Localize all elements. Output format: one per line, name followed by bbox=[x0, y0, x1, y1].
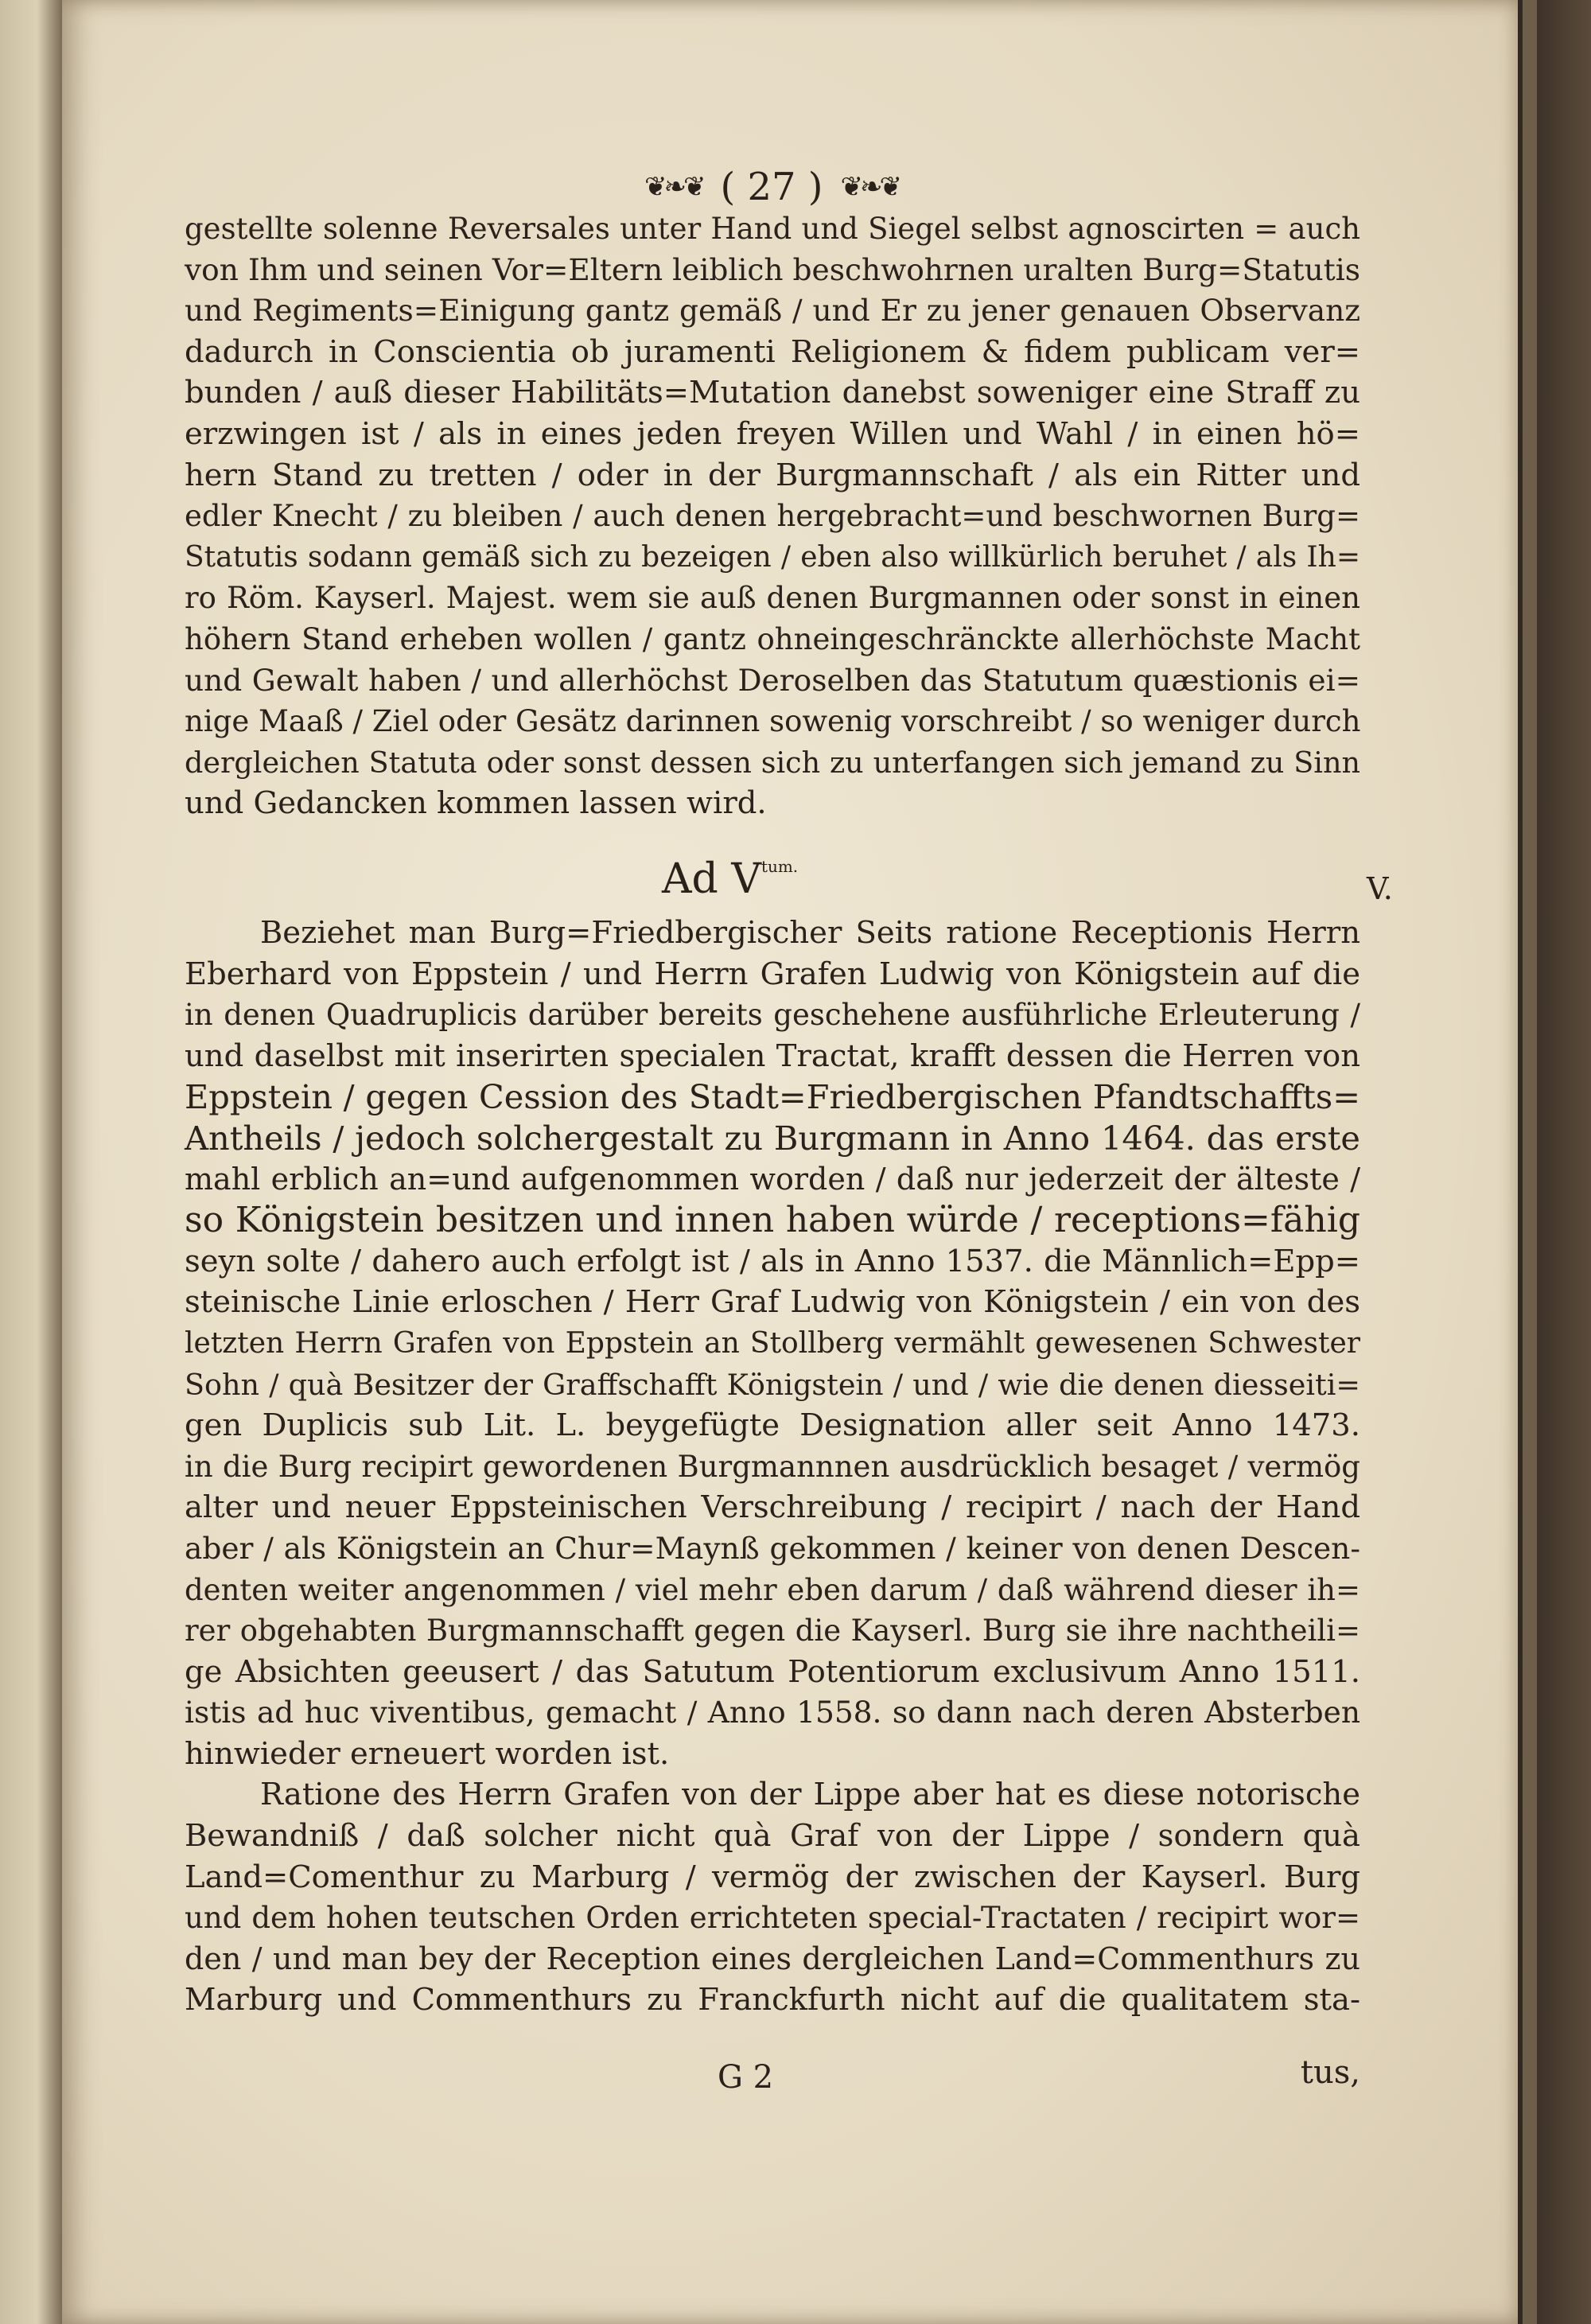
signature-mark: G 2 bbox=[718, 2059, 774, 2096]
text-line: und Regiments=Einigung gantz gemäß / und Er zu jener genauen Observanz bbox=[185, 293, 1360, 329]
page-edge-strip bbox=[1523, 0, 1537, 2324]
page-header bbox=[589, 163, 955, 211]
text-line: istis ad huc viventibus, gemacht / Anno 1558. so dann nach deren Absterben bbox=[185, 1695, 1360, 1730]
text-line: Statutis sodann gemäß sich zu bezeigen / eben also willkürlich beruhet / als Ih= bbox=[185, 540, 1360, 574]
text-line: hinwieder erneuert worden ist. bbox=[185, 1735, 670, 1772]
book-spine-edge bbox=[1518, 0, 1591, 2324]
margin-note: V. bbox=[1367, 871, 1393, 906]
ornament-right-icon: ❦❧❦ bbox=[840, 171, 899, 203]
paragraph-1 bbox=[185, 208, 1360, 824]
text-line: und daselbst mit inserirten specialen Tractat, krafft dessen die Herren von bbox=[185, 1037, 1360, 1074]
text-line: und dem hohen teutschen Orden errichteten special-Tractaten / recipirt wor= bbox=[185, 1901, 1360, 1936]
text-line: Antheils / jedoch solchergestalt zu Burgmann in Anno 1464. das erste bbox=[185, 1118, 1360, 1158]
text-line: ro Röm. Kayserl. Majest. wem sie auß denen Burgmannen oder sonst in einen bbox=[185, 581, 1360, 616]
section-heading-text: Ad V bbox=[662, 855, 761, 903]
ornament-left-icon: ❦❧❦ bbox=[644, 171, 703, 203]
facing-page-edge bbox=[0, 0, 62, 2324]
text-line: Beziehet man Burg=Friedbergischer Seits ratione Receptionis Herrn bbox=[260, 915, 1360, 951]
text-line: gen Duplicis sub Lit. L. beygefügte Designation aller seit Anno 1473. bbox=[185, 1407, 1360, 1444]
text-line: ge Absichten geeusert / das Satutum Potentiorum exclusivum Anno 1511. bbox=[185, 1653, 1360, 1690]
text-line: und Gewalt haben / und allerhöchst Deroselben das Statutum quæstionis ei= bbox=[185, 662, 1360, 698]
text-line: so Königstein besitzen und innen haben würde / receptions=fähig bbox=[185, 1200, 1360, 1241]
text-line: rer obgehabten Burgmannschafft gegen die Kayserl. Burg sie ihre nachtheili= bbox=[185, 1614, 1360, 1649]
text-line: edler Knecht / zu bleiben / auch denen hergebracht=und beschwornen Burg= bbox=[185, 499, 1360, 534]
text-line: den / und man bey der Reception eines dergleichen Land=Commenthurs zu bbox=[185, 1941, 1360, 1976]
section-heading-sup: tum. bbox=[760, 857, 799, 876]
text-line: in denen Quadruplicis darüber bereits geschehene ausführliche Erleuterung / bbox=[185, 998, 1360, 1033]
text-line: erzwingen ist / als in eines jeden freyen Willen und Wahl / in einen hö= bbox=[185, 415, 1360, 452]
text-line: Bewandniß / daß solcher nicht quà Graf von der Lippe / sondern quà bbox=[185, 1818, 1360, 1855]
text-line: Marburg und Commenthurs zu Franckfurth nicht auf die qualitatem sta- bbox=[185, 1982, 1360, 2018]
text-line: Sohn / quà Besitzer der Graffschafft Königstein / und / wie die denen diesseiti= bbox=[185, 1367, 1360, 1402]
text-line: seyn solte / dahero auch erfolgt ist / als in Anno 1537. die Männlich=Epp= bbox=[185, 1243, 1360, 1279]
text-line: alter und neuer Eppsteinischen Verschreibung / recipirt / nach der Hand bbox=[185, 1489, 1360, 1526]
paragraph-2-3 bbox=[185, 913, 1360, 2021]
text-line: dergleichen Statuta oder sonst dessen sich zu unterfangen sich jemand zu Sinn bbox=[185, 745, 1360, 780]
text-line: hern Stand zu tretten / oder in der Burgmannschaft / als ein Ritter und bbox=[185, 457, 1360, 493]
text-line: Eberhard von Eppstein / und Herrn Grafen Ludwig von Königstein auf die bbox=[185, 956, 1360, 992]
text-line: steinische Linie erloschen / Herr Graf Ludwig von Königstein / ein von des bbox=[185, 1284, 1360, 1321]
text-line: Ratione des Herrn Grafen von der Lippe aber hat es diese notorische bbox=[260, 1777, 1360, 1813]
text-line: in die Burg recipirt gewordenen Burgmannnen ausdrücklich besaget / vermög bbox=[185, 1449, 1360, 1484]
catchword: tus, bbox=[1300, 2054, 1360, 2091]
text-line: von Ihm und seinen Vor=Eltern leiblich beschwohrnen uralten Burg=Statutis bbox=[185, 251, 1360, 287]
text-line: aber / als Königstein an Chur=Maynß gekommen / keiner von denen Descen- bbox=[185, 1530, 1360, 1566]
text-line: höhern Stand erheben wollen / gantz ohneingeschränckte allerhöchste Macht bbox=[185, 621, 1360, 656]
text-line: und Gedancken kommen lassen wird. bbox=[185, 785, 767, 822]
text-line: mahl erblich an=und aufgenommen worden / daß nur jederzeit der älteste / bbox=[185, 1161, 1360, 1197]
page-number: ( 27 ) bbox=[720, 165, 823, 209]
text-line: denten weiter angenommen / viel mehr eben darum / daß während dieser ih= bbox=[185, 1572, 1360, 1607]
section-heading bbox=[662, 855, 932, 911]
text-line: bunden / auß dieser Habilitäts=Mutation danebst soweniger eine Straff zu bbox=[185, 375, 1360, 411]
text-line: dadurch in Conscientia ob juramenti Religionem & fidem publicam ver= bbox=[185, 333, 1360, 370]
page-footer bbox=[185, 2054, 1360, 2107]
text-line: Eppstein / gegen Cession des Stadt=Friedbergischen Pfandtschaffts= bbox=[185, 1077, 1360, 1117]
text-line: letzten Herrn Grafen von Eppstein an Stollberg vermählt gewesenen Schwester bbox=[185, 1326, 1360, 1360]
text-line: gestellte solenne Reversales unter Hand und Siegel selbst agnoscirten = auch bbox=[185, 212, 1360, 246]
text-line: Land=Comenthur zu Marburg / vermög der zwischen der Kayserl. Burg bbox=[185, 1859, 1360, 1895]
text-line: nige Maaß / Ziel oder Gesätz darinnen sowenig vorschreibt / so weniger durch bbox=[185, 704, 1361, 739]
